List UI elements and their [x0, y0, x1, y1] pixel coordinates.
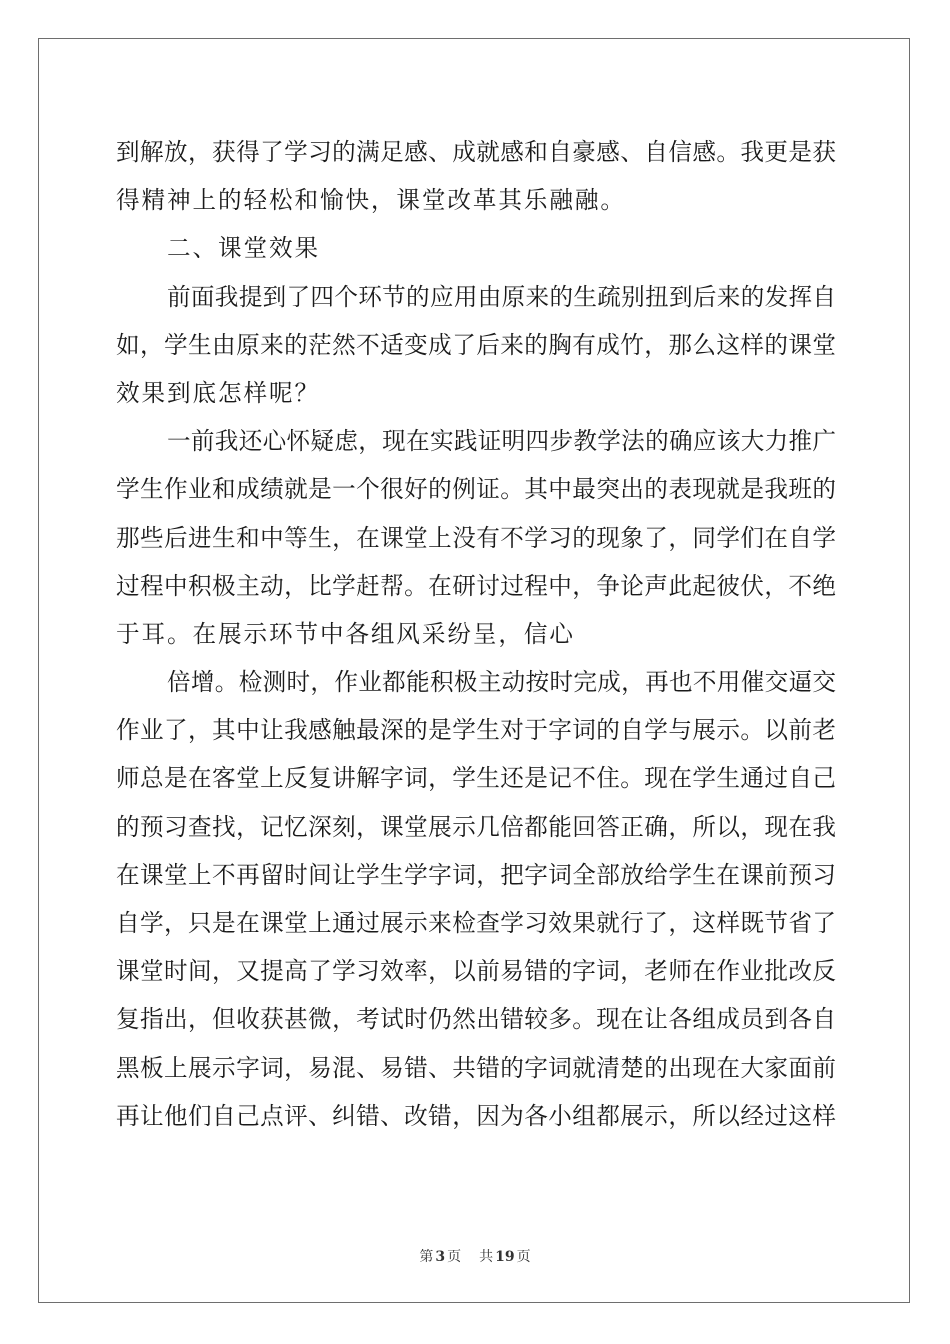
current-page-number: 3 — [435, 1249, 446, 1265]
footer-total-prefix: 共 — [479, 1249, 494, 1265]
text-line: 再让他们自己点评、纠错、改错，因为各小组都展示，所以经过这样 — [116, 1101, 836, 1130]
footer-page-unit: 页 — [447, 1249, 462, 1265]
text-line: 自学，只是在课堂上通过展示来检查学习效果就行了，这样既节省了 — [116, 909, 836, 937]
text-line: 倍增。检测时，作业都能积极主动按时完成，再也不用催交逼交 — [167, 668, 836, 697]
text-line: 作业了，其中让我感触最深的是学生对于字词的自学与展示。以前老 — [116, 716, 836, 745]
text-line: 师总是在客堂上反复讲解字词，学生还是记不住。现在学生通过自己 — [116, 764, 836, 793]
text-line: 过程中积极主动，比学赶帮。在研讨过程中，争论声此起彼伏，不绝 — [116, 571, 836, 600]
text-line: 得精神上的轻松和愉快，课堂改革其乐融融。 — [116, 186, 626, 215]
text-line: 复指出，但收获甚微，考试时仍然出错较多。现在让各组成员到各自 — [116, 1005, 836, 1034]
footer-prefix: 第 — [419, 1249, 434, 1265]
text-line: 黑板上展示字词，易混、易错、共错的字词就清楚的出现在大家面前 — [116, 1053, 836, 1082]
page-footer — [0, 1246, 950, 1266]
text-line: 在课堂上不再留时间让学生学字词，把字词全部放给学生在课前预习 — [116, 860, 836, 889]
text-line: 一前我还心怀疑虑，现在实践证明四步教学法的确应该大力推广 — [167, 427, 836, 456]
text-line: 的预习查找，记忆深刻，课堂展示几倍都能回答正确，所以，现在我 — [116, 812, 836, 841]
section-heading: 二、课堂效果 — [167, 234, 320, 263]
text-line: 效果到底怎样呢？ — [116, 378, 320, 407]
text-line: 那些后进生和中等生，在课堂上没有不学习的现象了，同学们在自学 — [116, 523, 836, 552]
text-line: 如，学生由原来的茫然不适变成了后来的胸有成竹，那么这样的课堂 — [116, 330, 836, 359]
text-line: 到解放，获得了学习的满足感、成就感和自豪感、自信感。我更是获 — [116, 138, 836, 166]
footer-total-unit: 页 — [516, 1249, 531, 1265]
text-line: 前面我提到了四个环节的应用由原来的生疏别扭到后来的发挥自 — [167, 282, 836, 311]
document-body — [116, 128, 836, 1140]
text-line: 学生作业和成绩就是一个很好的例证。其中最突出的表现就是我班的 — [116, 475, 836, 504]
text-line: 课堂时间，又提高了学习效率，以前易错的字词，老师在作业批改反 — [116, 957, 836, 986]
text-line: 于耳。在展示环节中各组风采纷呈，信心 — [116, 619, 575, 648]
total-page-count: 19 — [495, 1249, 515, 1265]
